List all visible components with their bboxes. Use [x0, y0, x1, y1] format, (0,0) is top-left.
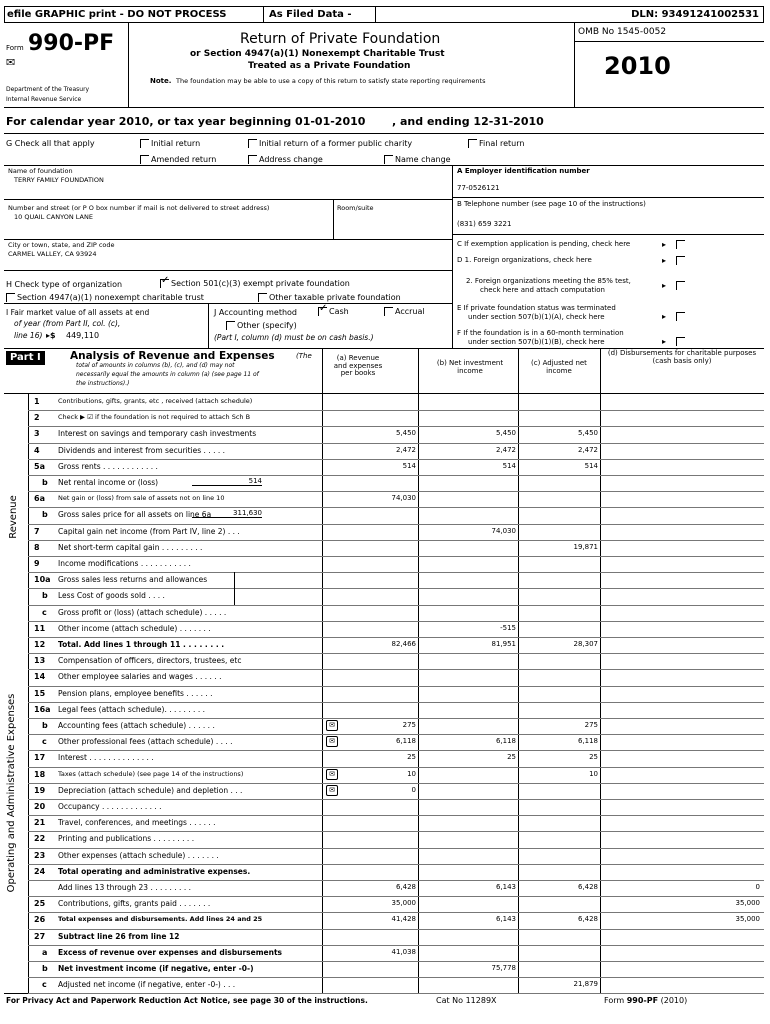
form-sub1: or Section 4947(a)(1) Nonexempt Charitable Trust	[190, 49, 445, 59]
form-sub2: Treated as a Private Foundation	[248, 61, 411, 71]
cell-a: 5,450	[395, 429, 416, 437]
cell-a: 6,428	[395, 883, 416, 891]
dln: DLN: 93491241002531	[631, 9, 759, 20]
row-label: Depreciation (attach schedule) and depletion . . .	[58, 786, 243, 795]
name-label: Name of foundation	[8, 167, 73, 175]
row-number: 14	[34, 672, 46, 681]
col-c-header: (c) Adjusted net income	[531, 359, 587, 375]
cell-a: 10	[407, 770, 416, 778]
row-number: 23	[34, 851, 46, 860]
g-label: G Check all that apply	[6, 139, 95, 148]
item-e2: under section 507(b)(1)(A), check here	[468, 313, 605, 321]
col-a-header: (a) Revenue and expenses per books	[333, 354, 383, 378]
cell-b: 6,143	[495, 915, 516, 923]
row-label: Capital gain net income (from Part IV, line 2) . . .	[58, 527, 240, 536]
part-title-suffix: (The	[296, 352, 312, 360]
col-d-header: (d) Disbursements for charitable purposes (cash basis only)	[607, 349, 757, 365]
g-opt-1: Initial return	[151, 139, 201, 148]
cell-d: 0	[755, 883, 760, 891]
row-number: 21	[34, 818, 46, 827]
row-label: Occupancy . . . . . . . . . . . . .	[58, 802, 162, 811]
row-number: b	[42, 721, 48, 730]
phone: (831) 659 3221	[457, 220, 512, 228]
501c3-checkbox[interactable]	[160, 279, 169, 288]
cell-c: 514	[584, 462, 598, 470]
row-number: 11	[34, 624, 46, 633]
row-label: Other expenses (attach schedule) . . . . . . .	[58, 851, 219, 860]
row-label: Total. Add lines 1 through 11 . . . . . . . .	[58, 640, 225, 649]
row-number: 9	[34, 559, 40, 568]
ein: 77-0526121	[457, 184, 500, 192]
item-f2: under section 507(b)(1)(B), check here	[468, 338, 605, 346]
cell-b: 81,951	[491, 640, 516, 648]
h-opt-1: Section 501(c)(3) exempt private foundation	[171, 279, 350, 288]
line-10-box	[234, 572, 322, 605]
cell-a: 41,428	[391, 915, 416, 923]
cell-b: 5,450	[495, 429, 516, 437]
row-label: Accounting fees (attach schedule) . . . . . .	[58, 721, 215, 730]
row-label: Other employee salaries and wages . . . . . .	[58, 672, 222, 681]
item-c: C If exemption application is pending, check here	[457, 240, 631, 248]
item-d2a: 2. Foreign organizations meeting the 85% test,	[466, 277, 631, 285]
cell-c: 275	[584, 721, 598, 729]
row-label: Net gain or (loss) from sale of assets not on line 10	[58, 494, 225, 502]
row-number: 13	[34, 656, 46, 665]
cell-c: 21,879	[573, 980, 598, 988]
foundation-name: TERRY FAMILY FOUNDATION	[14, 176, 104, 184]
part-desc-1: total of amounts in columns (b), (c), and (d) may not	[76, 362, 235, 369]
row-number: 20	[34, 802, 46, 811]
row-label: Income modifications . . . . . . . . . . .	[58, 559, 191, 568]
cell-b: 74,030	[491, 527, 516, 535]
4947-checkbox[interactable]	[6, 293, 15, 302]
row-number: 10a	[34, 575, 51, 584]
attachment-icon[interactable]: ✉	[326, 769, 338, 780]
f-arrow-icon: ▸	[662, 337, 667, 346]
j-label: J Accounting method	[214, 308, 298, 317]
cell-a: 25	[407, 753, 416, 761]
cell-c: 6,428	[577, 915, 598, 923]
cell-a: 6,118	[395, 737, 416, 745]
cell-c: 28,307	[573, 640, 598, 648]
final-return-checkbox[interactable]	[468, 139, 477, 148]
name-change-checkbox[interactable]	[384, 155, 393, 164]
cell-b: 75,778	[491, 964, 516, 972]
row-number: c	[42, 737, 47, 746]
row-number: 7	[34, 527, 40, 536]
j-accrual: Accrual	[395, 307, 425, 316]
row-label: Other income (attach schedule) . . . . . . .	[58, 624, 211, 633]
row-number: 3	[34, 429, 40, 438]
row-number: 15	[34, 689, 46, 698]
g-opt-5: Address change	[259, 155, 323, 164]
row-number: b	[42, 478, 48, 487]
d2-arrow-icon: ▸	[662, 281, 667, 290]
part-tag: Part I	[6, 351, 45, 365]
row-inline-value: 311,630	[192, 510, 262, 518]
row-number: 19	[34, 786, 46, 795]
phone-label: B Telephone number (see page 10 of the instructions)	[457, 200, 646, 208]
h-opt-2: Section 4947(a)(1) nonexempt charitable trust	[17, 293, 204, 302]
h-opt-3: Other taxable private foundation	[269, 293, 401, 302]
cell-a: 0	[411, 786, 416, 794]
i-line-3: line 16)	[14, 331, 43, 340]
row-label: Legal fees (attach schedule). . . . . . . . .	[58, 705, 205, 714]
tax-year: 2010	[604, 52, 671, 80]
attachment-icon[interactable]: ✉	[326, 720, 338, 731]
row-label: Travel, conferences, and meetings . . . . . .	[58, 818, 216, 827]
row-number: 5a	[34, 462, 45, 471]
row-label: Gross sales price for all assets on line 6a	[58, 510, 212, 519]
other-method-checkbox[interactable]	[226, 321, 235, 330]
cell-c: 25	[589, 753, 598, 761]
row-label: Net investment income (if negative, enter -0-)	[58, 964, 254, 973]
row-number: 27	[34, 932, 46, 941]
d1-arrow-icon: ▸	[662, 256, 667, 265]
cell-d: 35,000	[735, 899, 760, 907]
row-inline-value: 514	[192, 478, 262, 486]
row-number: 6a	[34, 494, 45, 503]
cell-c: 6,118	[577, 737, 598, 745]
banner-mid: As Filed Data -	[269, 9, 352, 20]
cell-b: 6,143	[495, 883, 516, 891]
dept-2: Internal Revenue Service	[6, 96, 82, 103]
d1-checkbox[interactable]	[676, 256, 685, 265]
g-opt-4: Amended return	[151, 155, 217, 164]
form-number: 990-PF	[28, 31, 115, 56]
row-label: Other professional fees (attach schedule) . . . .	[58, 737, 233, 746]
c-arrow-icon: ▸	[662, 240, 667, 249]
city: CARMEL VALLEY, CA 93924	[8, 250, 97, 258]
row-label: Compensation of officers, directors, trustees, etc	[58, 656, 242, 665]
row-number: 12	[34, 640, 46, 649]
row-label: Dividends and interest from securities . . . . .	[58, 446, 226, 455]
cell-c: 2,472	[577, 446, 598, 454]
cell-d: 35,000	[735, 915, 760, 923]
other-taxable-checkbox[interactable]	[258, 293, 267, 302]
row-label: Pension plans, employee benefits . . . . . .	[58, 689, 213, 698]
row-label: Net rental income or (loss)	[58, 478, 159, 487]
row-label: Printing and publications . . . . . . . . .	[58, 834, 195, 843]
cell-b: 2,472	[495, 446, 516, 454]
d2-checkbox[interactable]	[676, 281, 685, 290]
row-number: 24	[34, 867, 46, 876]
row-number: 22	[34, 834, 46, 843]
footer-notice: For Privacy Act and Paperwork Reduction Act Notice, see page 30 of the instructions.	[6, 996, 368, 1005]
row-number: c	[42, 980, 47, 989]
row-number: 1	[34, 397, 40, 406]
form-title: Return of Private Foundation	[240, 31, 441, 47]
street-label: Number and street (or P O box number if mail is not delivered to street address)	[8, 204, 270, 212]
cell-b: 6,118	[495, 737, 516, 745]
row-number: 4	[34, 446, 40, 455]
item-e1: E If private foundation status was terminated	[457, 304, 616, 312]
g-opt-2: Initial return of a former public charity	[259, 139, 413, 148]
row-number: c	[42, 608, 47, 617]
period-begin: For calendar year 2010, or tax year beginning 01-01-2010	[6, 115, 366, 128]
part-desc-2: necessarily equal the amounts in column (a) (see page 11 of	[76, 371, 259, 378]
cell-a: 2,472	[395, 446, 416, 454]
item-d2b: check here and attach computation	[480, 286, 605, 294]
row-label: Contributions, gifts, grants, etc , received (attach schedule)	[58, 397, 253, 405]
g-opt-6: Name change	[395, 155, 451, 164]
row-number: 16a	[34, 705, 51, 714]
j-other: Other (specify)	[237, 321, 297, 330]
row-number: 25	[34, 899, 46, 908]
form-icon: ✉	[6, 56, 16, 69]
omb-number: OMB No 1545-0052	[578, 27, 667, 37]
initial-former-checkbox[interactable]	[248, 139, 257, 148]
footer-form: Form 990-PF (2010)	[604, 996, 688, 1005]
cell-b: 25	[507, 753, 516, 761]
accrual-checkbox[interactable]	[384, 307, 393, 316]
row-label: Add lines 13 through 23 . . . . . . . . .	[58, 883, 191, 892]
attachment-icon[interactable]: ✉	[326, 785, 338, 796]
e-arrow-icon: ▸	[662, 312, 667, 321]
row-number: b	[42, 510, 48, 519]
row-number: 2	[34, 413, 40, 422]
c-checkbox[interactable]	[676, 240, 685, 249]
part-desc-3: the instructions).)	[76, 380, 130, 387]
cell-a: 82,466	[391, 640, 416, 648]
cell-c: 6,428	[577, 883, 598, 891]
note-label: Note.	[150, 77, 172, 85]
row-label: Check ▶ ☑ if the foundation is not required to attach Sch B	[58, 413, 251, 421]
j-cash: Cash	[329, 307, 349, 316]
row-number: b	[42, 964, 48, 973]
side-expenses: Operating and Administrative Expenses	[6, 693, 17, 893]
f-checkbox[interactable]	[676, 337, 685, 346]
side-revenue: Revenue	[8, 495, 19, 539]
row-label: Gross rents . . . . . . . . . . . .	[58, 462, 158, 471]
cell-c: 19,871	[573, 543, 598, 551]
row-label: Gross sales less returns and allowances	[58, 575, 208, 584]
amended-return-checkbox[interactable]	[140, 155, 149, 164]
address-change-checkbox[interactable]	[248, 155, 257, 164]
cell-a: 35,000	[391, 899, 416, 907]
cell-a: 275	[402, 721, 416, 729]
e-checkbox[interactable]	[676, 312, 685, 321]
col-b-header: (b) Net investment income	[436, 359, 504, 375]
cell-a: 514	[402, 462, 416, 470]
top-banner	[4, 6, 764, 23]
cell-b: 514	[502, 462, 516, 470]
city-label: City or town, state, and ZIP code	[8, 241, 115, 249]
i-line-1: I Fair market value of all assets at end	[6, 308, 150, 317]
row-label: Total expenses and disbursements. Add lines 24 and 25	[58, 915, 263, 923]
banner-left: efile GRAPHIC print - DO NOT PROCESS	[7, 9, 227, 20]
item-f1: F If the foundation is in a 60-month termination	[457, 329, 624, 337]
j-note: (Part I, column (d) must be on cash basis.)	[214, 333, 374, 342]
row-number: 8	[34, 543, 40, 552]
cell-a: 74,030	[391, 494, 416, 502]
footer-cat: Cat No 11289X	[436, 996, 497, 1005]
row-number: a	[42, 948, 48, 957]
row-label: Contributions, gifts, grants paid . . . . . . .	[58, 899, 211, 908]
i-line-2: of year (from Part II, col. (c),	[14, 319, 121, 328]
part-title: Analysis of Revenue and Expenses	[70, 350, 275, 362]
form-label: Form	[6, 44, 24, 52]
row-number: 17	[34, 753, 46, 762]
row-label: Adjusted net income (if negative, enter -0-) . . .	[58, 980, 236, 989]
row-label: Excess of revenue over expenses and disbursements	[58, 948, 283, 957]
row-label: Total operating and administrative expenses.	[58, 867, 251, 876]
row-label: Taxes (attach schedule) (see page 14 of the instructions)	[58, 770, 244, 778]
cell-a: 41,038	[391, 948, 416, 956]
i-arrow-icon: ▸$	[46, 331, 56, 340]
street-address: 10 QUAIL CANYON LANE	[14, 213, 93, 221]
fair-market-value: 449,110	[66, 331, 100, 340]
period-end: , and ending 12-31-2010	[392, 115, 544, 128]
row-label: Gross profit or (loss) (attach schedule) . . . . .	[58, 608, 227, 617]
ein-label: A Employer identification number	[457, 167, 590, 175]
initial-return-checkbox[interactable]	[140, 139, 149, 148]
h-label: H Check type of organization	[6, 280, 123, 289]
row-number: 26	[34, 915, 46, 924]
row-number: b	[42, 591, 48, 600]
row-label: Interest on savings and temporary cash investments	[58, 429, 257, 438]
cell-c: 5,450	[577, 429, 598, 437]
cell-c: 10	[589, 770, 598, 778]
row-label: Interest . . . . . . . . . . . . . .	[58, 753, 154, 762]
row-label: Net short-term capital gain . . . . . . . . .	[58, 543, 203, 552]
room-label: Room/suite	[337, 204, 374, 212]
row-label: Less Cost of goods sold . . . .	[58, 591, 165, 600]
cash-checkbox[interactable]	[318, 307, 327, 316]
note-text: The foundation may be able to use a copy of this return to satisfy state reporting requirements	[176, 77, 486, 85]
attachment-icon[interactable]: ✉	[326, 736, 338, 747]
g-opt-3: Final return	[479, 139, 525, 148]
dept-1: Department of the Treasury	[6, 86, 90, 93]
cell-b: -515	[500, 624, 516, 632]
row-label: Subtract line 26 from line 12	[58, 932, 180, 941]
row-number: 18	[34, 770, 46, 779]
item-d1: D 1. Foreign organizations, check here	[457, 256, 592, 264]
